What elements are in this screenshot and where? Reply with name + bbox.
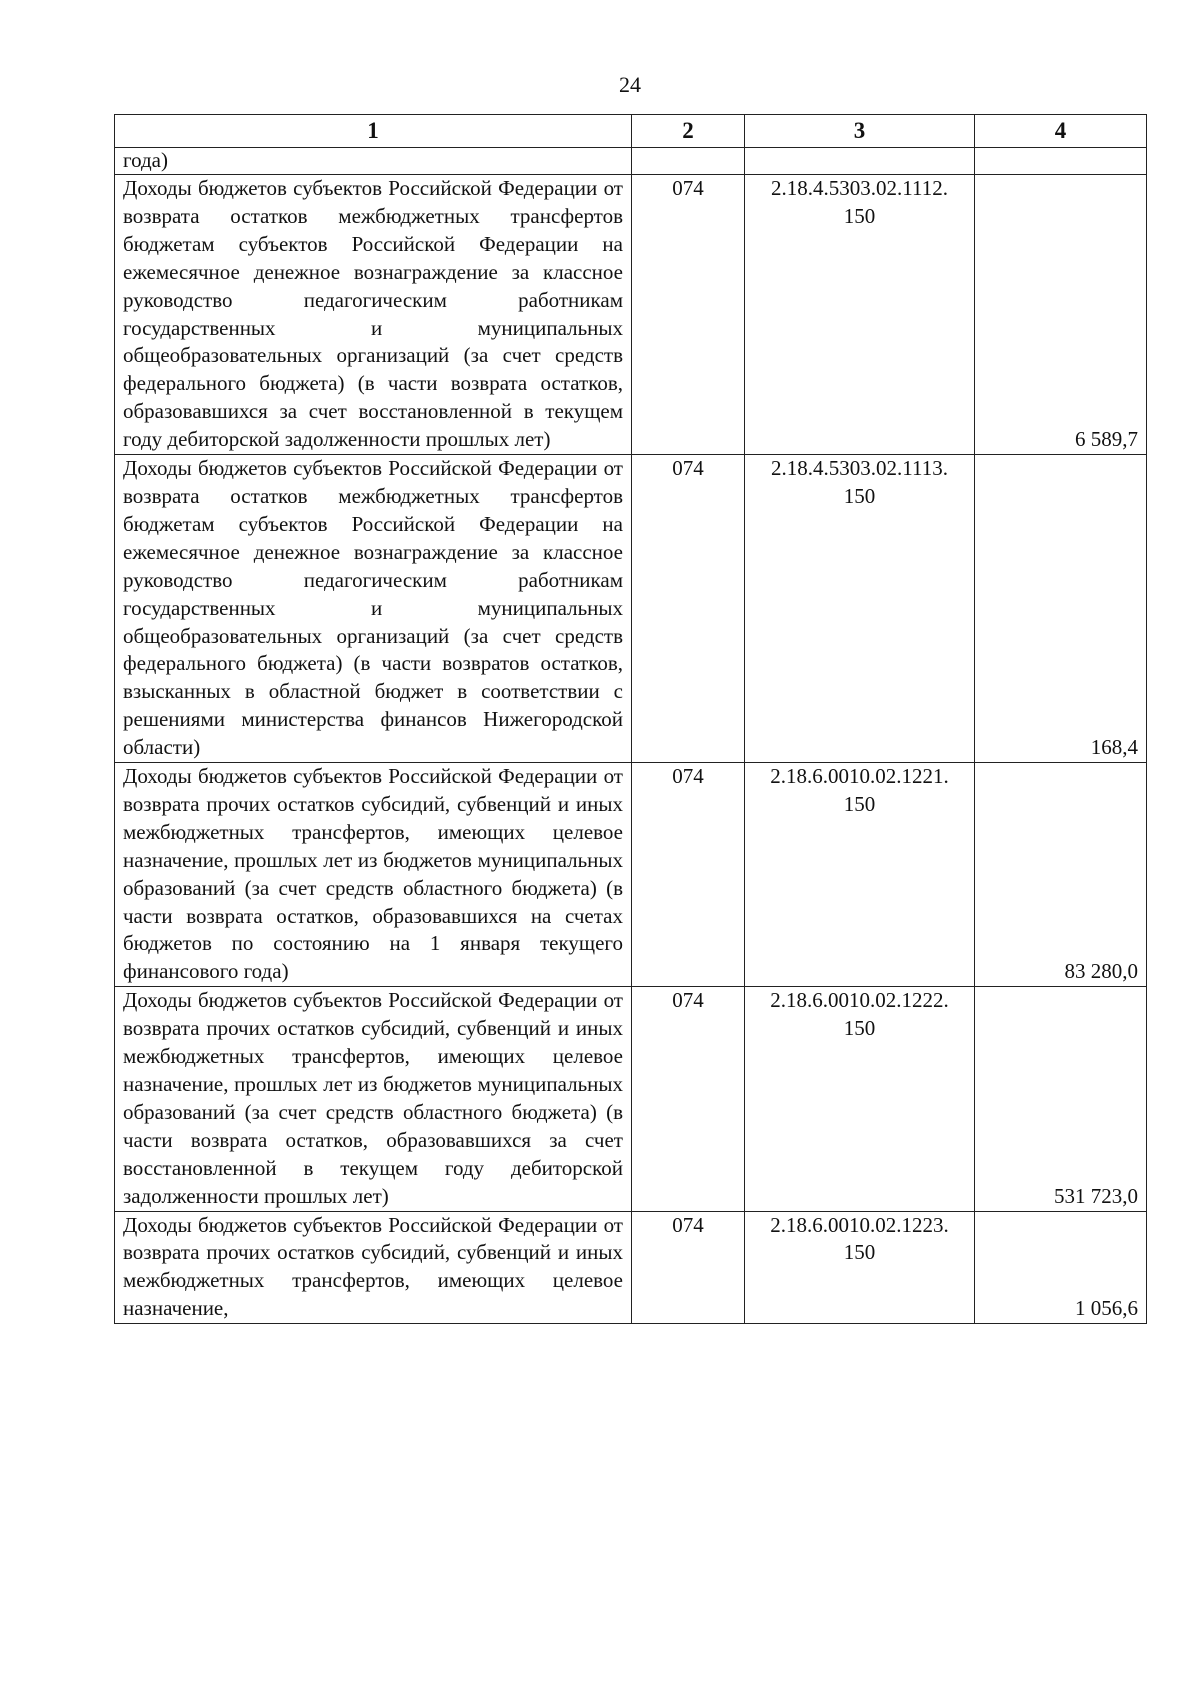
amount: 83 280,0 — [975, 763, 1147, 987]
budget-classification-code: 2.18.6.0010.02.1223. 150 — [745, 1211, 975, 1324]
revenue-description: Доходы бюджетов субъектов Российской Федерации от возврата прочих остатков субсидий, субвенций и иных межбюджетных трансфертов, имеющих целевое назначение, прошлых лет из бюджетов муниципальных образований (за счет средств областного бюджета) (в части возврата остатков, образовавшихся на счетах бюджетов по состоянию на 1 января текущего финансового года) — [115, 763, 632, 987]
revenue-description: Доходы бюджетов субъектов Российской Федерации от возврата прочих остатков субсидий, субвенций и иных межбюджетных трансфертов, имеющих целевое назначение, прошлых лет из бюджетов муниципальных образований (за счет средств областного бюджета) (в части возврата остатков, образовавшихся за счет восстановленной в текущем году дебиторской задолженности прошлых лет) — [115, 987, 632, 1211]
table-row — [115, 455, 1147, 763]
amount: 6 589,7 — [975, 175, 1147, 455]
revenue-description: Доходы бюджетов субъектов Российской Федерации от возврата остатков межбюджетных трансфертов бюджетам субъектов Российской Федерации на ежемесячное денежное вознаграждение за классное руководство педагогическим работникам государственных и муниципальных общеобразовательных организаций (за счет средств федерального бюджета) (в части возвратов остатков, взысканных в областной бюджет в соответствии с решениями министерства финансов Нижегородской области) — [115, 455, 632, 763]
budget-classification-code: 2.18.6.0010.02.1221. 150 — [745, 763, 975, 987]
empty-cell — [632, 148, 745, 175]
column-header-2: 2 — [632, 115, 745, 148]
column-header-4: 4 — [975, 115, 1147, 148]
administrator-code: 074 — [632, 763, 745, 987]
administrator-code: 074 — [632, 1211, 745, 1324]
empty-cell — [975, 148, 1147, 175]
administrator-code: 074 — [632, 987, 745, 1211]
amount: 1 056,6 — [975, 1211, 1147, 1324]
continuation-text: года) — [115, 148, 632, 175]
budget-classification-code: 2.18.6.0010.02.1222. 150 — [745, 987, 975, 1211]
table-row — [115, 987, 1147, 1211]
table-row — [115, 1211, 1147, 1324]
column-header-1: 1 — [115, 115, 632, 148]
page-number: 24 — [619, 72, 641, 97]
administrator-code: 074 — [632, 175, 745, 455]
table-row — [115, 763, 1147, 987]
empty-cell — [745, 148, 975, 175]
amount: 168,4 — [975, 455, 1147, 763]
budget-classification-code: 2.18.4.5303.02.1112. 150 — [745, 175, 975, 455]
budget-classification-code: 2.18.4.5303.02.1113. 150 — [745, 455, 975, 763]
administrator-code: 074 — [632, 455, 745, 763]
amount: 531 723,0 — [975, 987, 1147, 1211]
continuation-row — [115, 148, 1147, 175]
budget-revenue-table — [114, 114, 1147, 1324]
revenue-description: Доходы бюджетов субъектов Российской Федерации от возврата остатков межбюджетных трансфертов бюджетам субъектов Российской Федерации на ежемесячное денежное вознаграждение за классное руководство педагогическим работникам государственных и муниципальных общеобразовательных организаций (за счет средств федерального бюджета) (в части возврата остатков, образовавшихся за счет восстановленной в текущем году дебиторской задолженности прошлых лет) — [115, 175, 632, 455]
revenue-description: Доходы бюджетов субъектов Российской Федерации от возврата прочих остатков субсидий, субвенций и иных межбюджетных трансфертов, имеющих целевое назначение, — [115, 1211, 632, 1324]
table-row — [115, 175, 1147, 455]
column-header-3: 3 — [745, 115, 975, 148]
table-header-row — [115, 115, 1147, 148]
